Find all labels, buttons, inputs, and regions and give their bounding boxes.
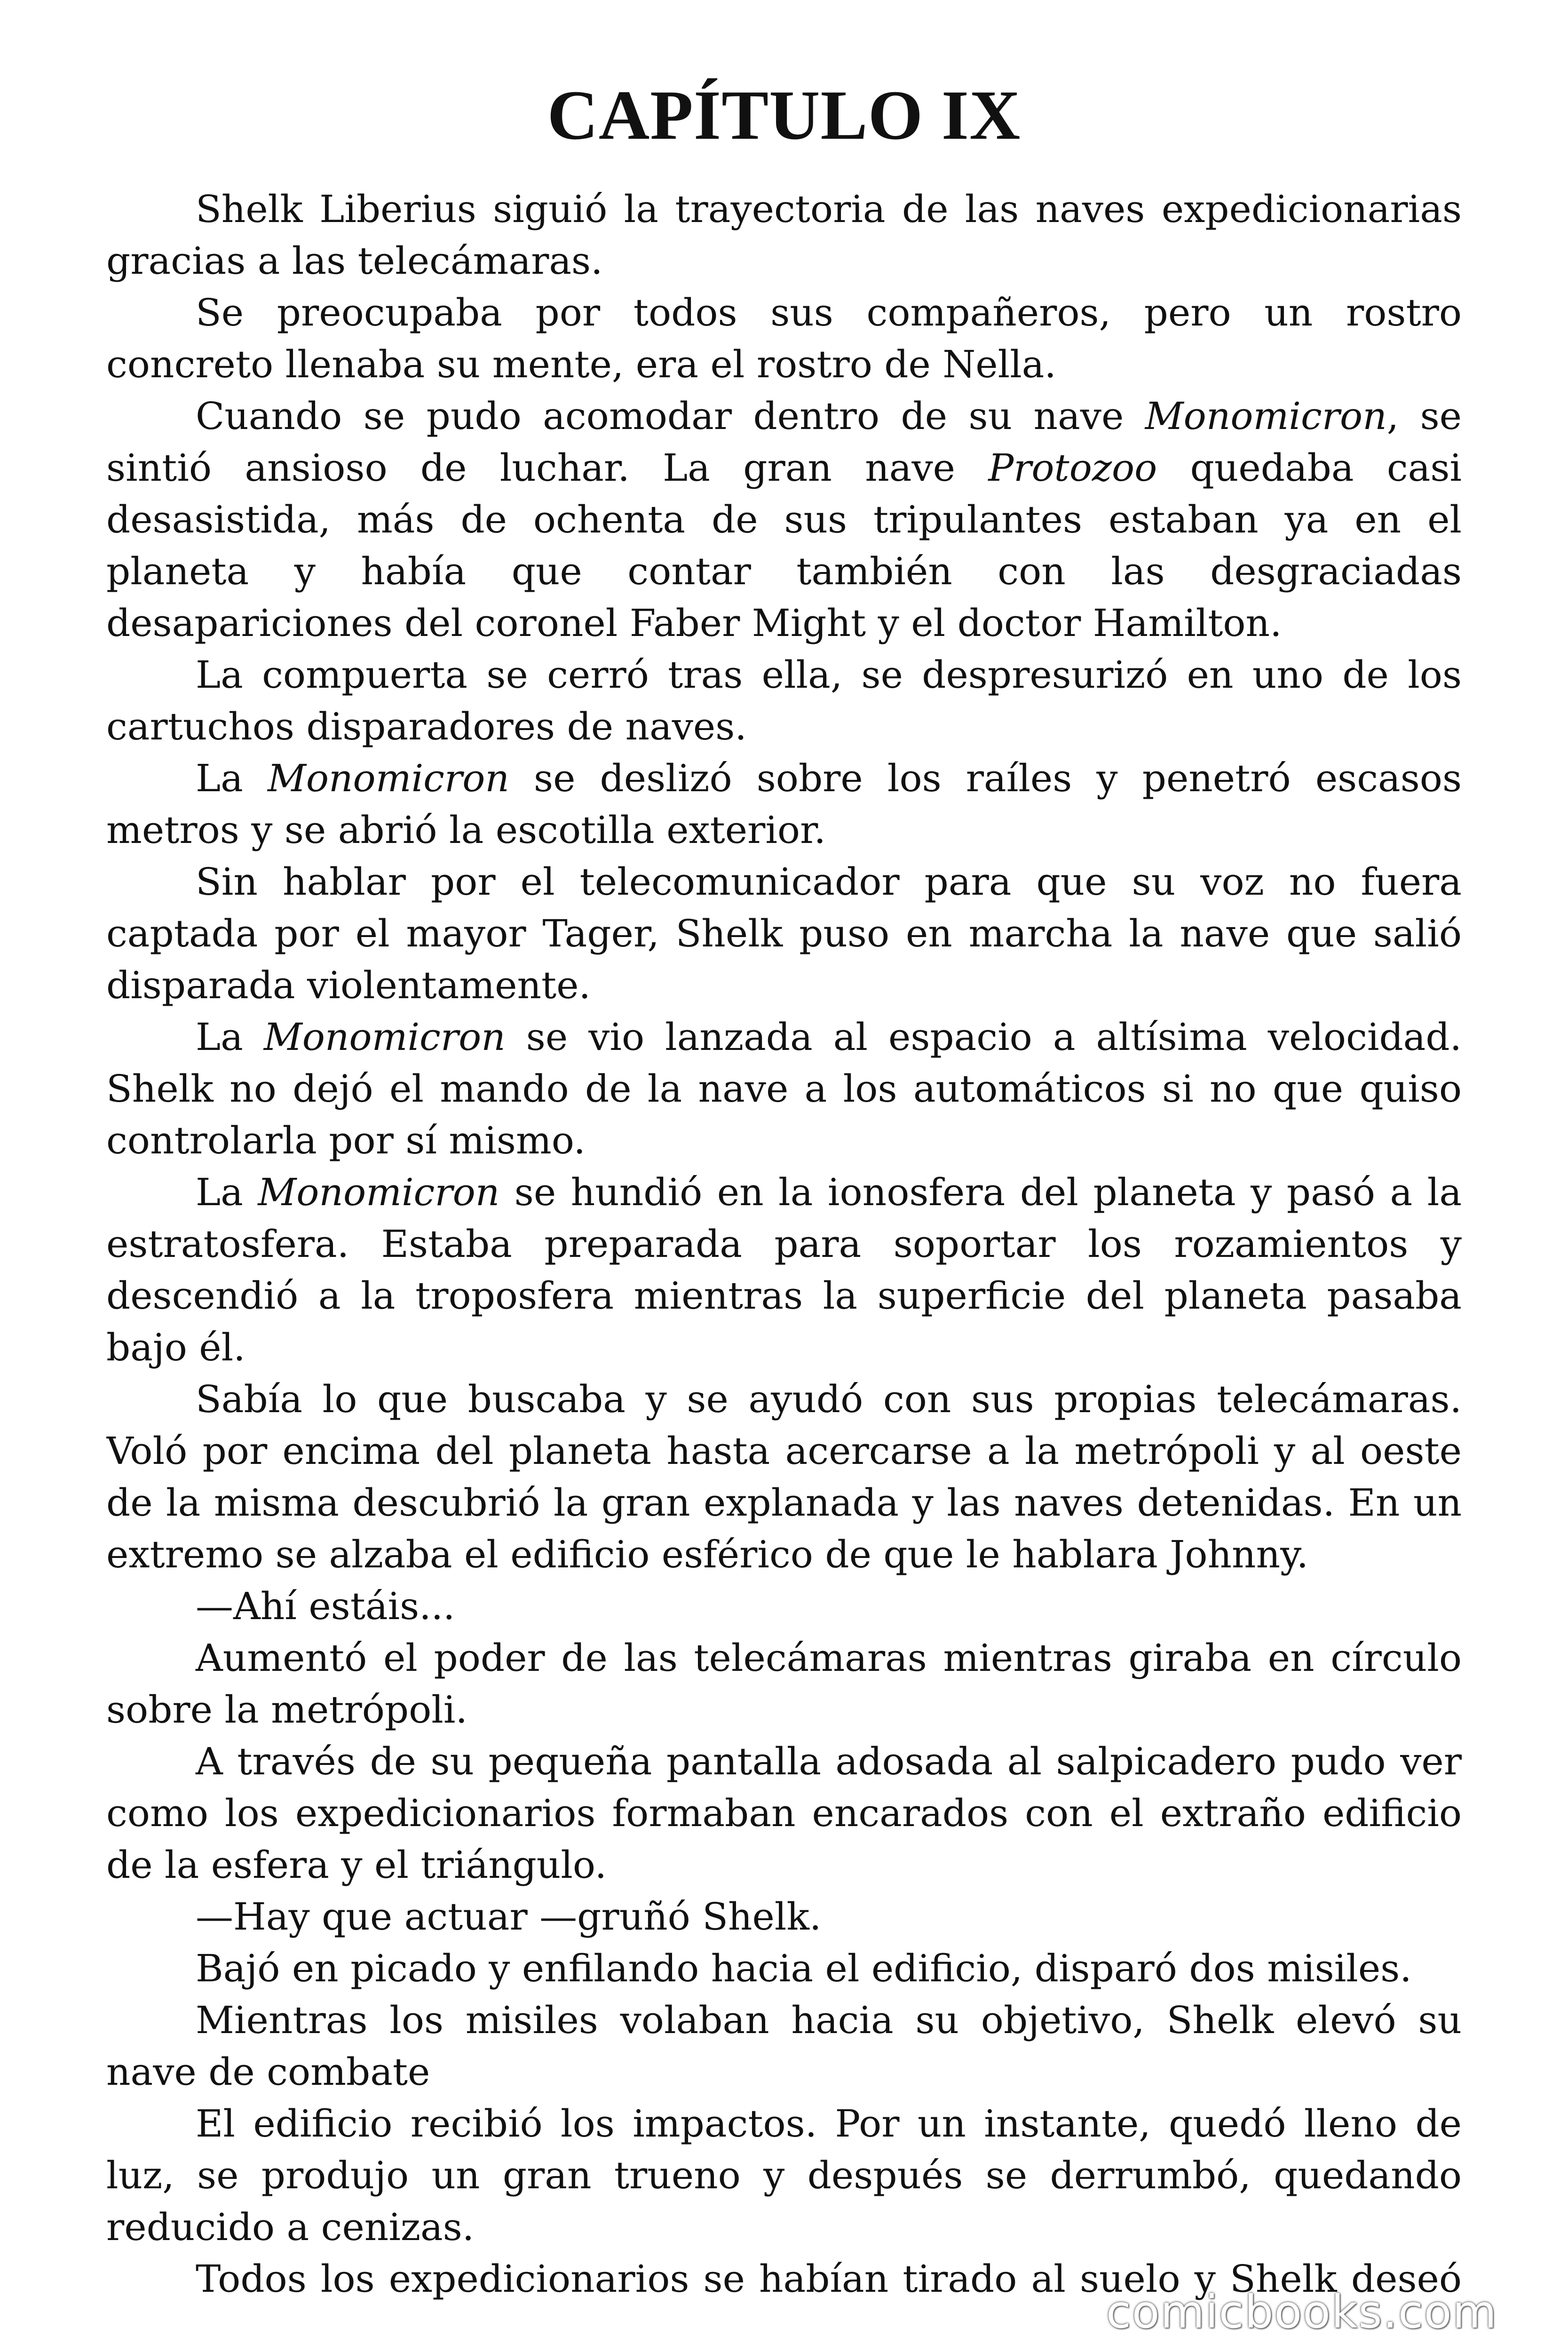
paragraph-3 (106, 390, 1462, 649)
ship-name-monomicron: Monomicron (258, 1170, 500, 1214)
paragraph-1: Shelk Liberius siguió la trayectoria de las naves expedicionarias gracias a las telecámaras. (106, 187, 1462, 283)
paragraph-17: Todos los expedicionarios se habían tirado al suelo y Shelk deseó (196, 2257, 1462, 2301)
chapter-title: CAPÍTULO IX (547, 76, 1021, 154)
paragraph-8 (106, 1167, 1462, 1374)
paragraph-7-part-b: se vio lanzada al espacio a altísima velocidad. Shelk no dejó el mando de la nave a los automáticos si no que quiso controlarla por sí mismo. (106, 1015, 1462, 1162)
chapter-body (106, 183, 1462, 2305)
paragraph-8-part-b: se hundió en la ionosfera del planeta y pasó a la estratosfera. Estaba preparada para soportar los rozamientos y descendió a la troposfera mientras la superficie del planeta pasaba bajo él. (106, 1170, 1462, 1369)
paragraph-8-part-a: La (196, 1170, 258, 1214)
paragraph-2: Se preocupaba por todos sus compañeros, pero un rostro concreto llenaba su mente, era el rostro de Nella. (106, 291, 1462, 386)
book-page (106, 71, 1462, 2328)
paragraph-6: Sin hablar por el telecomunicador para que su voz no fuera captada por el mayor Tager, Shelk puso en marcha la nave que salió disparada violentamente. (106, 860, 1462, 1007)
paragraph-5 (106, 753, 1462, 856)
paragraph-14: Bajó en picado y enfilando hacia el edificio, disparó dos misiles. (196, 1947, 1412, 1990)
paragraph-13: —Hay que actuar —gruñó Shelk. (196, 1895, 822, 1939)
site-watermark: comicbooks.com (1106, 2286, 1497, 2338)
paragraph-7-part-a: La (196, 1015, 264, 1059)
ship-name-monomicron: Monomicron (1145, 394, 1387, 438)
paragraph-9: Sabía lo que buscaba y se ayudó con sus propias telecámaras. Voló por encima del planeta hasta acercarse a la metrópoli y al oeste de la misma descubrió la gran explanada y las naves detenidas. En un extremo se alzaba el edificio esférico de que le hablara Johnny. (106, 1377, 1462, 1576)
paragraph-10: —Ahí estáis... (196, 1584, 455, 1628)
ship-name-monomicron: Monomicron (267, 756, 509, 800)
paragraph-5-part-b: se deslizó sobre los raíles y penetró escasos metros y se abrió la escotilla exterior. (106, 756, 1462, 852)
paragraph-3-part-b: , se sintió ansioso de luchar. La gran nave (106, 394, 1462, 490)
paragraph-3-part-a: Cuando se pudo acomodar dentro de su nave (196, 394, 1145, 438)
paragraph-7 (106, 1011, 1462, 1167)
paragraph-15: Mientras los misiles volaban hacia su objetivo, Shelk elevó su nave de combate (106, 1998, 1462, 2094)
ship-name-protozoo: Protozoo (988, 446, 1157, 490)
paragraph-16: El edificio recibió los impactos. Por un instante, quedó lleno de luz, se produjo un gran trueno y después se derrumbó, quedando reducido a cenizas. (106, 2102, 1462, 2249)
paragraph-4: La compuerta se cerró tras ella, se despresurizó en uno de los cartuchos disparadores de naves. (106, 653, 1462, 748)
paragraph-12: A través de su pequeña pantalla adosada al salpicadero pudo ver como los expedicionarios formaban encarados con el extraño edificio de la esfera y el triángulo. (106, 1740, 1462, 1887)
paragraph-3-part-c: quedaba casi desasistida, más de ochenta de sus tripulantes estaban ya en el planeta y había que contar también con las desgraciadas desapariciones del coronel Faber Might y el doctor Hamilton. (106, 446, 1462, 645)
ship-name-monomicron: Monomicron (263, 1015, 506, 1059)
paragraph-11: Aumentó el poder de las telecámaras mientras giraba en círculo sobre la metrópoli. (106, 1636, 1462, 1732)
paragraph-5-part-a: La (196, 756, 268, 800)
